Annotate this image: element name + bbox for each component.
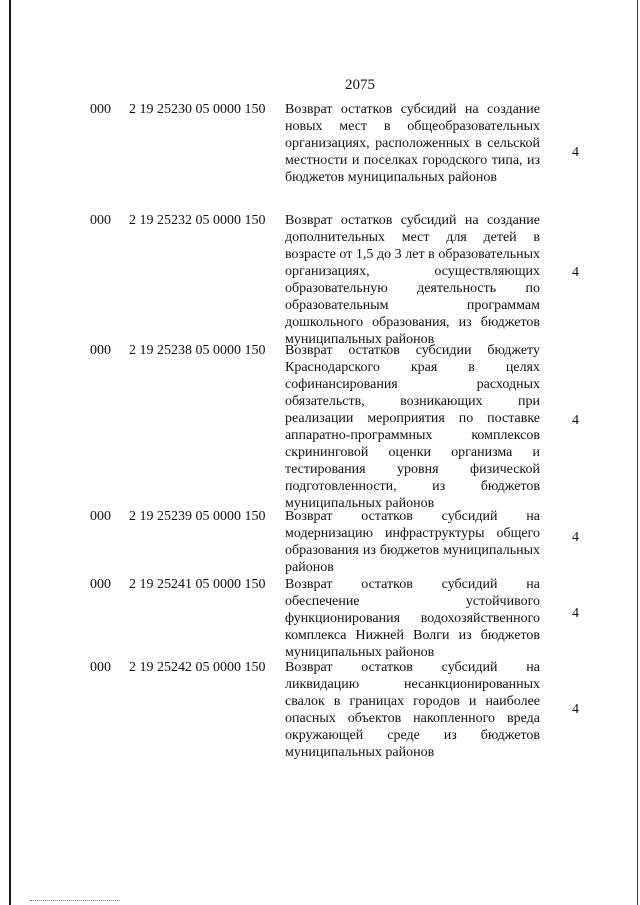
admin-code: 000	[90, 660, 111, 675]
normative-value: 4	[572, 144, 579, 160]
budget-table	[0, 97, 640, 765]
admin-code: 000	[90, 577, 111, 592]
normative-value: 4	[572, 413, 579, 428]
admin-code: 000	[90, 102, 111, 117]
normative-value: 4	[572, 265, 579, 280]
income-description: Возврат остатков субсидий на модернизацию инфраструктуры общего образования из бюджетов муниципальных районов	[285, 509, 540, 575]
budget-classification-code: 2 19 25232 05 0000 150	[129, 213, 266, 228]
normative-value: 4	[572, 702, 579, 717]
admin-code: 000	[90, 213, 111, 228]
table-row	[0, 504, 640, 575]
income-description: Возврат остатков субсидий на создание дополнительных мест для детей в возрасте от 1,5 до 3 лет в образовательных организациях, осуществляющих образовательную деятельность по образовательным программам дошкольного образования, из бюджетов муниципальных районов	[285, 213, 540, 347]
income-description: Возврат остатков субсидий на обеспечение устойчивого функционирования водохозяйственного комплекса Нижней Волги из бюджетов муниципальных районов	[285, 577, 540, 660]
income-description: Возврат остатков субсидии бюджету Краснодарского края в целях софинансирования расходных обязательств, возникающих при реализации мероприятия по поставке аппаратно-программных комплексов скрининговой оценки организма и тестирования уровня физической подготовленности, из бюджетов муниципальных районов	[285, 343, 540, 511]
normative-value: 4	[572, 605, 579, 621]
admin-code: 000	[90, 343, 111, 358]
table-row	[0, 338, 640, 511]
budget-classification-code: 2 19 25238 05 0000 150	[129, 343, 266, 358]
page-number: 2075	[345, 77, 375, 93]
table-row	[0, 97, 640, 208]
income-description: Возврат остатков субсидий на ликвидацию несанкционированных свалок в границах городов и наиболее опасных объектов накопленного вреда окружающей среде из бюджетов муниципальных районов	[285, 660, 540, 760]
budget-classification-code: 2 19 25241 05 0000 150	[129, 577, 266, 592]
income-description: Возврат остатков субсидий на создание новых мест в общеобразовательных организациях, расположенных в сельской местности и поселках городского типа, из бюджетов муниципальных районов	[285, 102, 540, 185]
budget-classification-code: 2 19 25242 05 0000 150	[129, 660, 266, 675]
table-row	[0, 655, 640, 765]
budget-classification-code: 2 19 25230 05 0000 150	[129, 102, 266, 117]
admin-code: 000	[90, 509, 111, 524]
normative-value: 4	[572, 530, 579, 545]
table-row	[0, 208, 640, 347]
budget-classification-code: 2 19 25239 05 0000 150	[129, 509, 266, 524]
footer-mark	[30, 900, 120, 904]
table-row	[0, 572, 640, 660]
